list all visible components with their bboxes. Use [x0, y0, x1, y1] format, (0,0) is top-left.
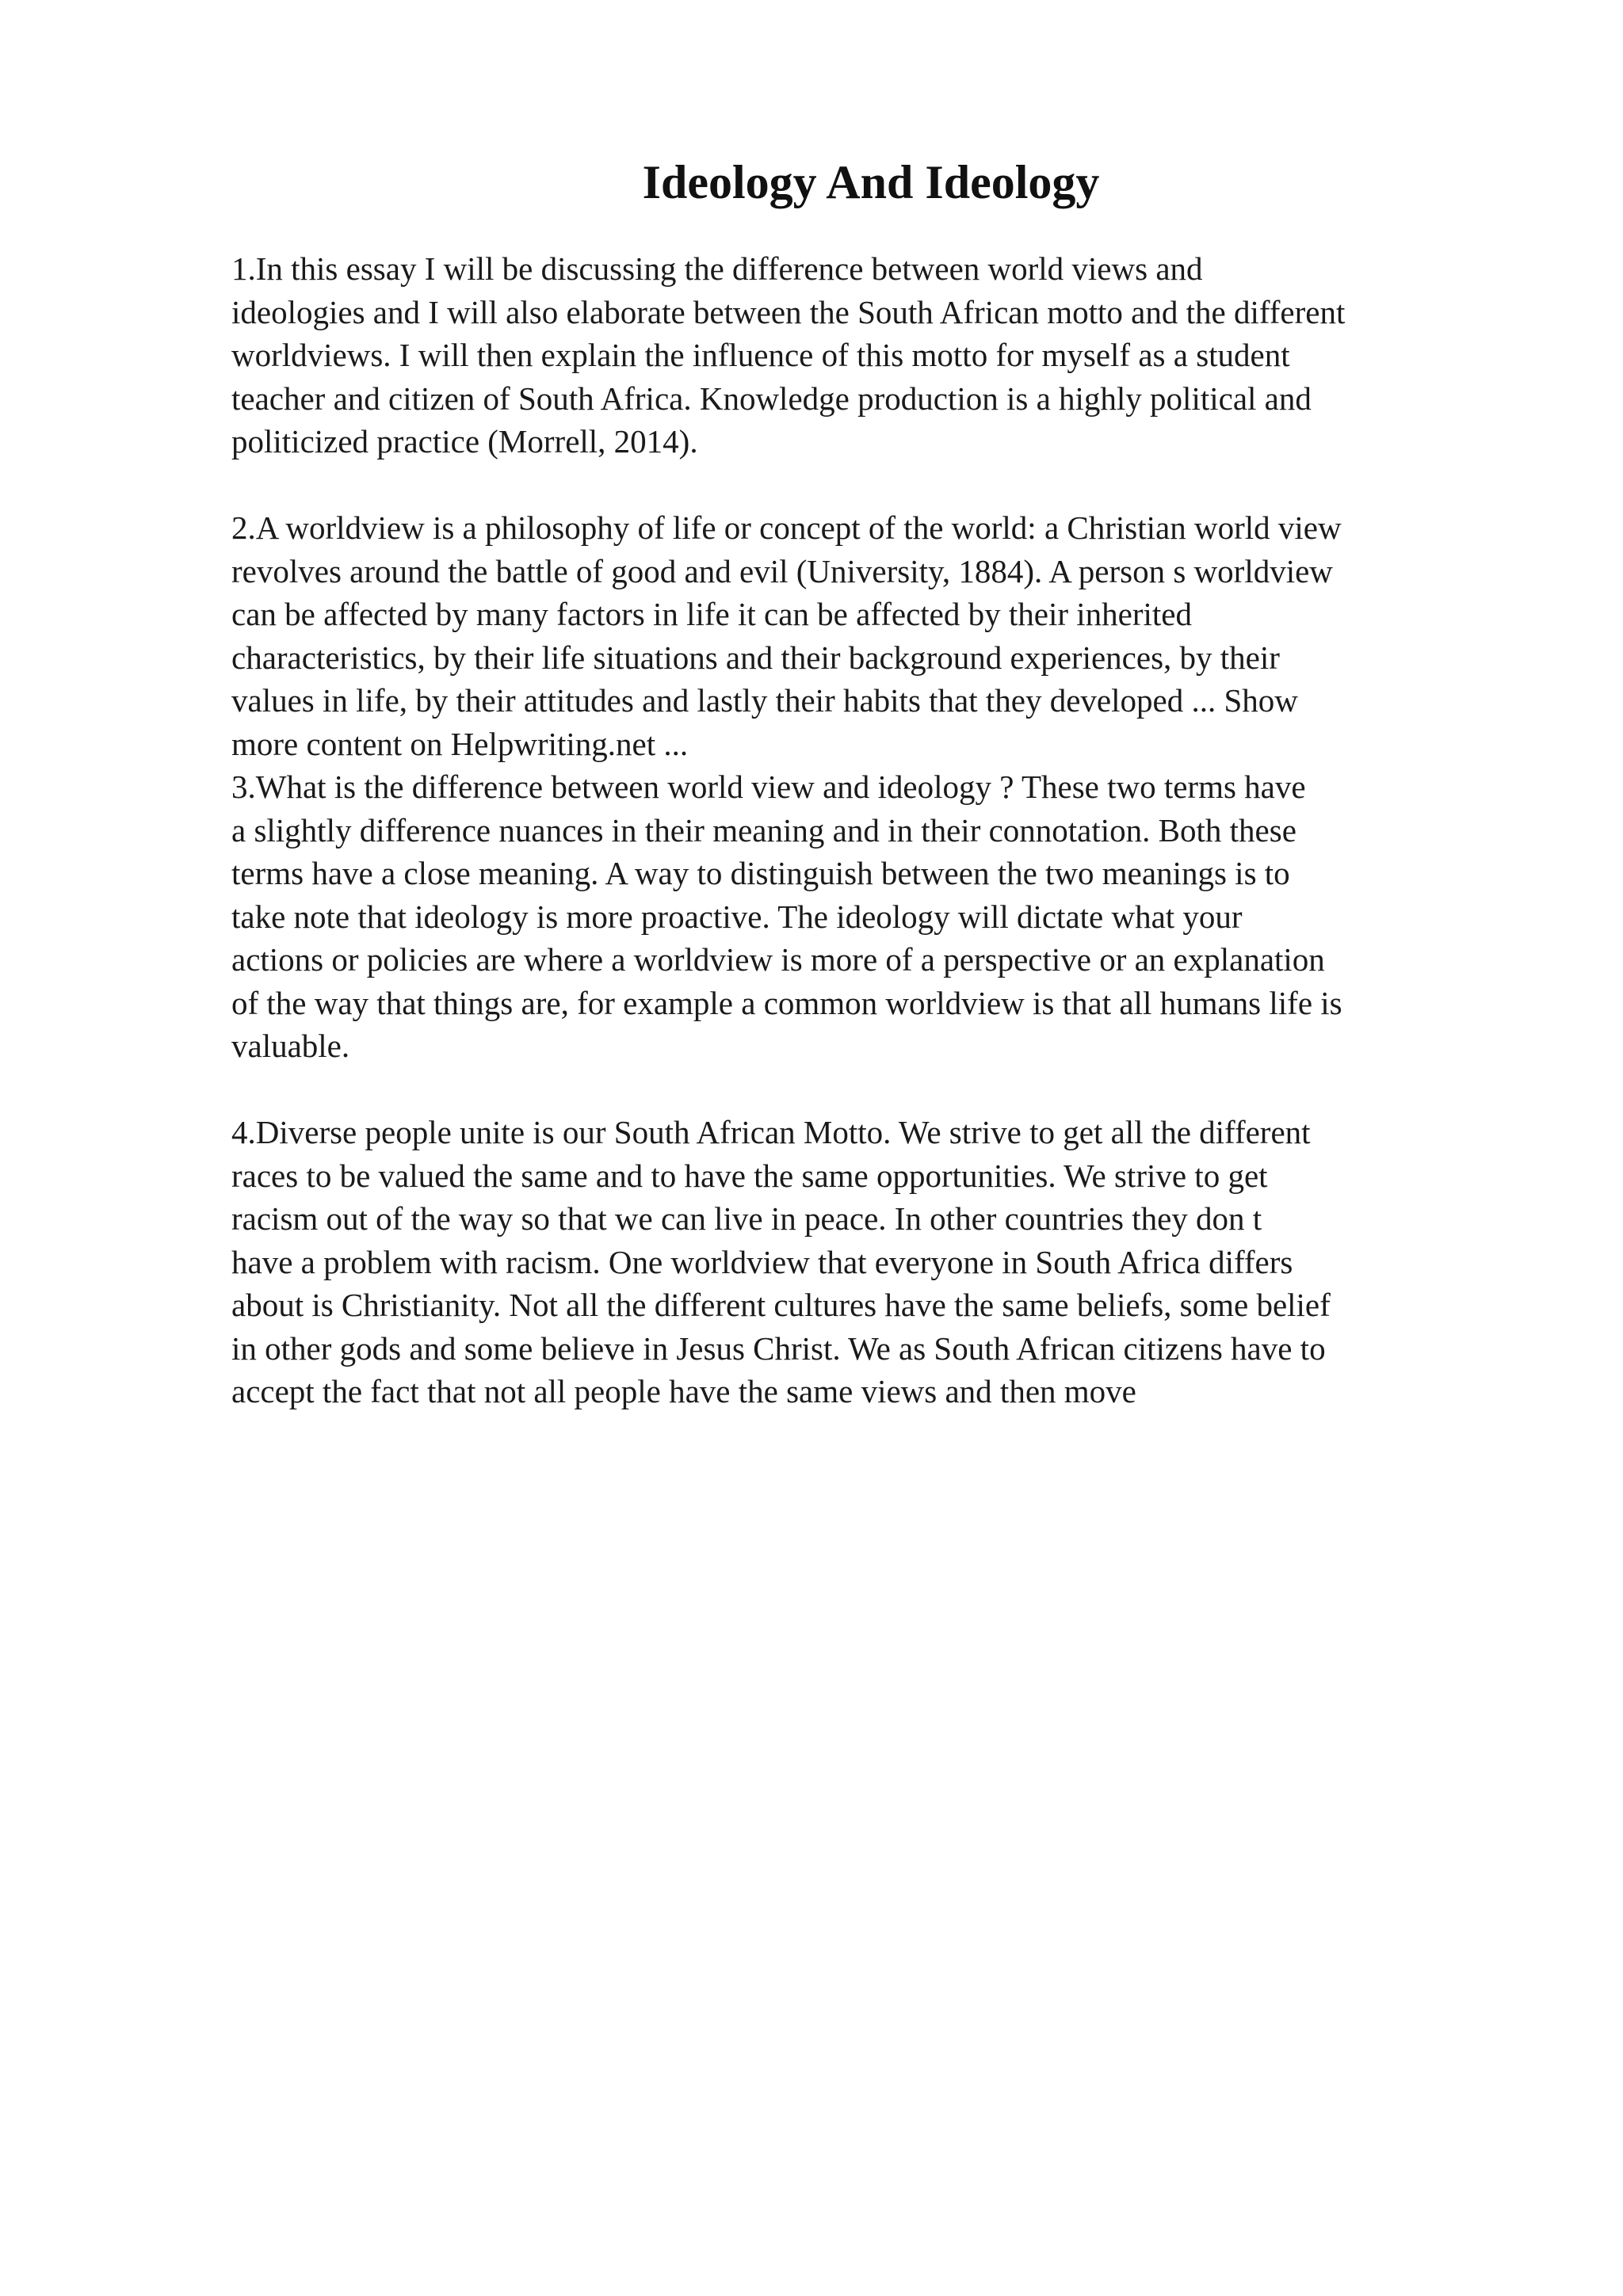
paragraph-spacer	[231, 463, 1515, 507]
text-line: 4.Diverse people unite is our South African Motto. We strive to get all the different	[231, 1114, 1311, 1150]
text-line: in other gods and some believe in Jesus Christ. We as South African citizens have to	[231, 1329, 1326, 1367]
text-line: worldviews. I will then explain the influence of this motto for myself as a student	[231, 337, 1290, 373]
paragraph-2	[231, 506, 1515, 765]
text-line: 3.What is the difference between world view and ideology ? These two terms have	[231, 769, 1306, 805]
text-line: have a problem with racism. One worldview that everyone in South Africa differs	[231, 1243, 1293, 1280]
text-line: can be affected by many factors in life it can be affected by their inherited	[231, 596, 1192, 632]
paragraph-4	[231, 1111, 1515, 1413]
paragraph-spacer	[231, 1068, 1515, 1112]
document-title: Ideology And Ideology	[642, 156, 1100, 208]
text-line: of the way that things are, for example a common worldview is that all humans life is	[231, 984, 1342, 1021]
text-line: accept the fact that not all people have the same views and then move	[231, 1373, 1136, 1409]
text-line: ideologies and I will also elaborate between the South African motto and the different	[231, 293, 1346, 330]
paragraph-3	[231, 765, 1515, 1068]
text-line: revolves around the battle of good and evil (University, 1884). A person s worldview	[231, 552, 1333, 589]
text-line: racism out of the way so that we can live in peace. In other countries they don t	[231, 1200, 1262, 1237]
text-line: values in life, by their attitudes and lastly their habits that they developed ... Show	[231, 682, 1298, 719]
text-line: characteristics, by their life situations and their background experiences, by their	[231, 639, 1280, 676]
text-line: take note that ideology is more proactive. The ideology will dictate what your	[231, 898, 1243, 935]
text-line: 1.In this essay I will be discussing the difference between world views and	[231, 250, 1203, 287]
paragraph-1	[231, 247, 1515, 463]
text-line: teacher and citizen of South Africa. Knowledge production is a highly political and	[231, 379, 1312, 417]
text-line: politicized practice (Morrell, 2014).	[231, 423, 698, 460]
text-line: actions or policies are where a worldview is more of a perspective or an explanation	[231, 941, 1325, 978]
document-body	[231, 247, 1515, 1413]
text-line: races to be valued the same and to have the same opportunities. We strive to get	[231, 1157, 1268, 1194]
text-line: terms have a close meaning. A way to distinguish between the two meanings is to	[231, 855, 1290, 891]
text-line: a slightly difference nuances in their meaning and in their connotation. Both these	[231, 811, 1296, 849]
text-line: about is Christianity. Not all the different cultures have the same beliefs, some belief	[231, 1287, 1331, 1323]
text-line: valuable.	[231, 1028, 350, 1064]
text-line: 2.A worldview is a philosophy of life or concept of the world: a Christian world view	[231, 509, 1342, 546]
text-line: more content on Helpwriting.net ...	[231, 725, 689, 762]
